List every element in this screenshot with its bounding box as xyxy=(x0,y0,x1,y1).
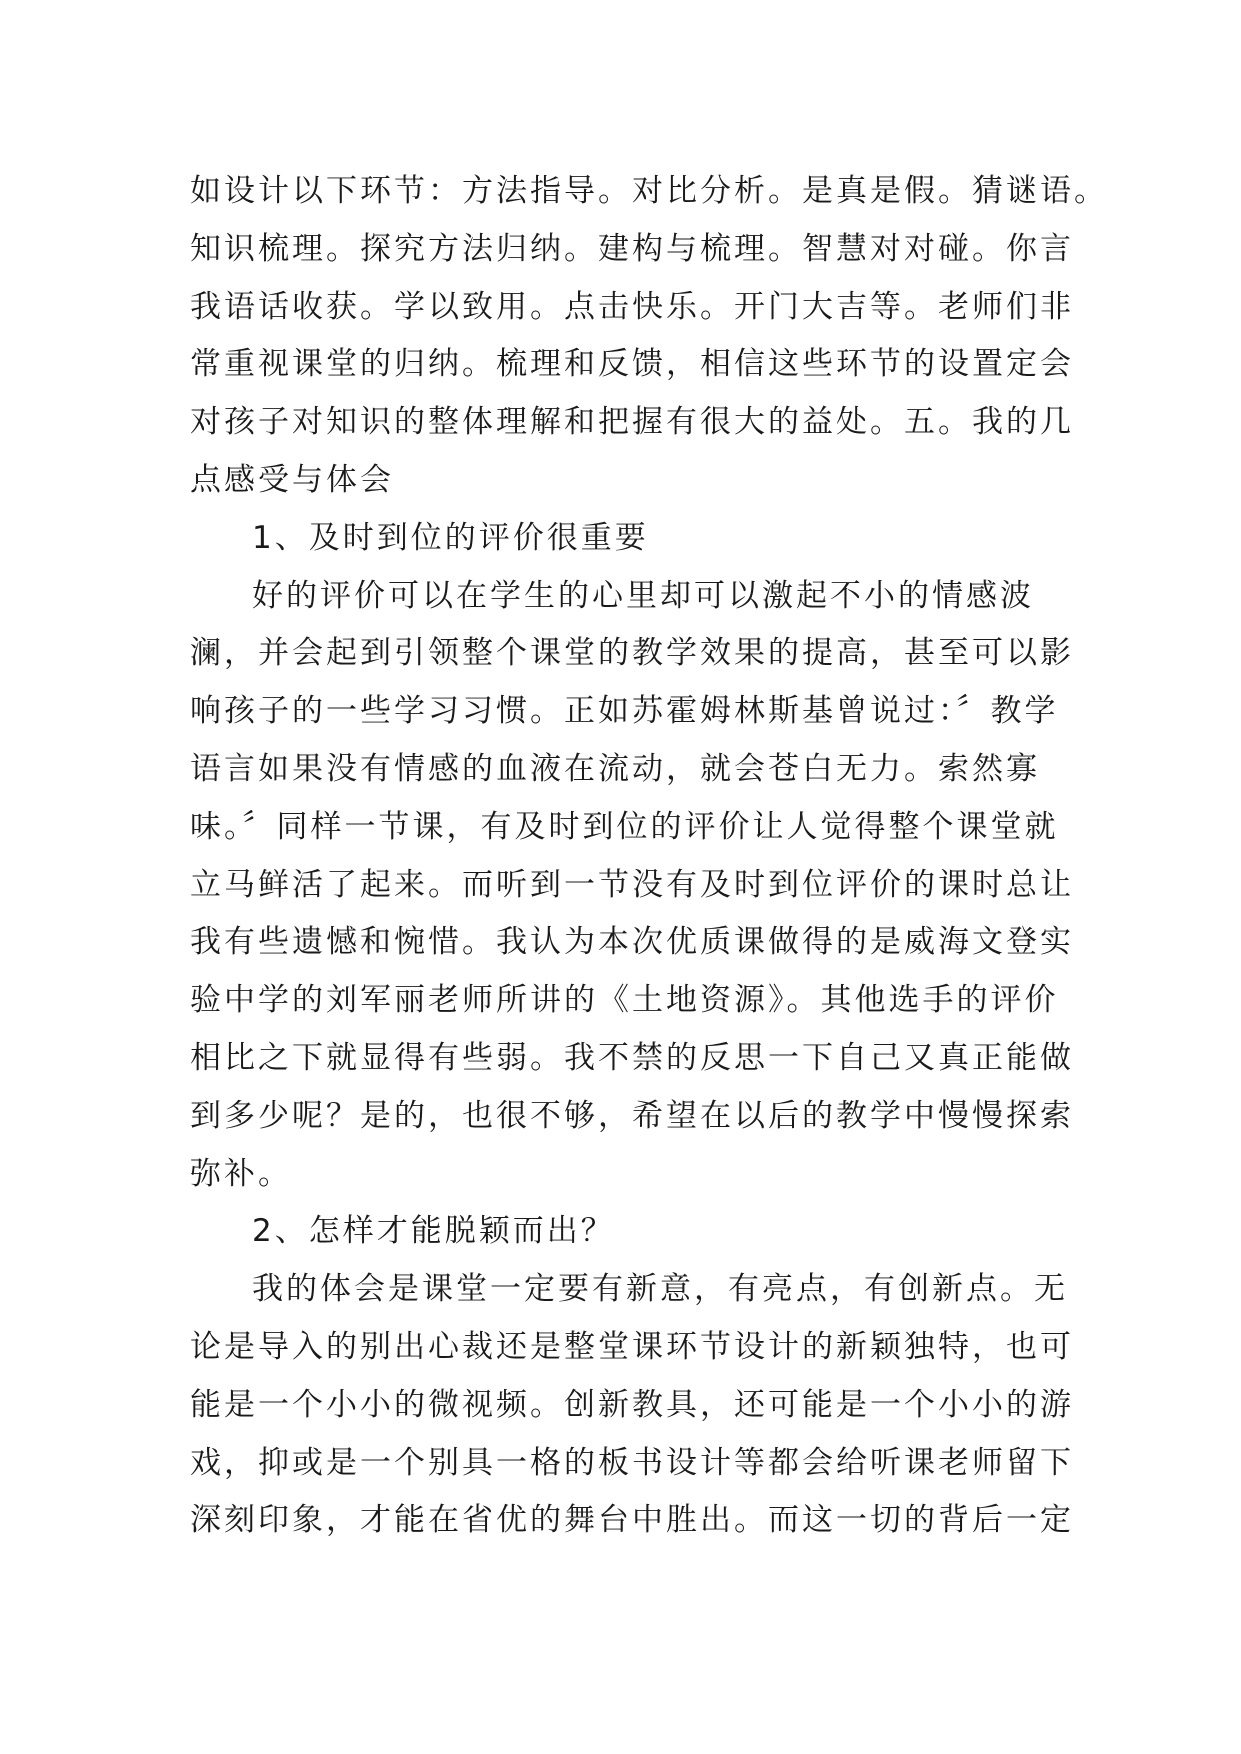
text-line: 知识梳理。探究方法归纳。建构与梳理。智慧对对碰。你言 xyxy=(190,230,1074,267)
text-line: 深刻印象，才能在省优的舞台中胜出。而这一切的背后一定 xyxy=(190,1502,1074,1539)
text-line: 戏，抑或是一个别具一格的板书设计等都会给听课老师留下 xyxy=(190,1444,1074,1481)
text-line: 立马鲜活了起来。而听到一节没有及时到位评价的课时总让 xyxy=(190,866,1074,903)
text-line: 论是导入的别出心裁还是整堂课环节设计的新颖独特，也可 xyxy=(190,1328,1074,1365)
text-line: 味。〞同样一节课，有及时到位的评价让人觉得整个课堂就 xyxy=(190,808,1059,845)
text-line: 我的体会是课堂一定要有新意，有亮点，有创新点。无 xyxy=(252,1271,1068,1308)
text-line: 相比之下就显得有些弱。我不禁的反思一下自己又真正能做 xyxy=(190,1039,1074,1076)
text-line: 能是一个小小的微视频。创新教具，还可能是一个小小的游 xyxy=(190,1386,1074,1423)
text-line: 弥补。 xyxy=(190,1155,292,1192)
body-text xyxy=(190,163,1108,1550)
text-line: 好的评价可以在学生的心里却可以激起不小的情感波 xyxy=(252,577,1034,614)
text-line: 澜，并会起到引领整个课堂的教学效果的提高，甚至可以影 xyxy=(190,635,1074,672)
text-line: 验中学的刘军丽老师所讲的《土地资源》。其他选手的评价 xyxy=(190,982,1059,1019)
text-line: 到多少呢？是的，也很不够，希望在以后的教学中慢慢探索 xyxy=(190,1097,1074,1134)
text-line: 2、怎样才能脱颖而出？ xyxy=(252,1213,615,1250)
text-line: 1、及时到位的评价很重要 xyxy=(252,519,649,556)
text-line: 响孩子的一些学习习惯。正如苏霍姆林斯基曾说过：〞教学 xyxy=(190,693,1059,730)
text-line: 我语话收获。学以致用。点击快乐。开门大吉等。老师们非 xyxy=(190,288,1074,325)
text-line: 语言如果没有情感的血液在流动，就会苍白无力。索然寡 xyxy=(190,750,1040,787)
text-line: 对孩子对知识的整体理解和把握有很大的益处。五。我的几 xyxy=(190,404,1074,441)
text-line: 点感受与体会 xyxy=(190,461,394,498)
text-line: 如设计以下环节：方法指导。对比分析。是真是假。猜谜语。 xyxy=(190,173,1108,209)
text-line: 常重视课堂的归纳。梳理和反馈，相信这些环节的设置定会 xyxy=(190,346,1074,383)
text-line: 我有些遗憾和惋惜。我认为本次优质课做得的是威海文登实 xyxy=(190,924,1074,961)
